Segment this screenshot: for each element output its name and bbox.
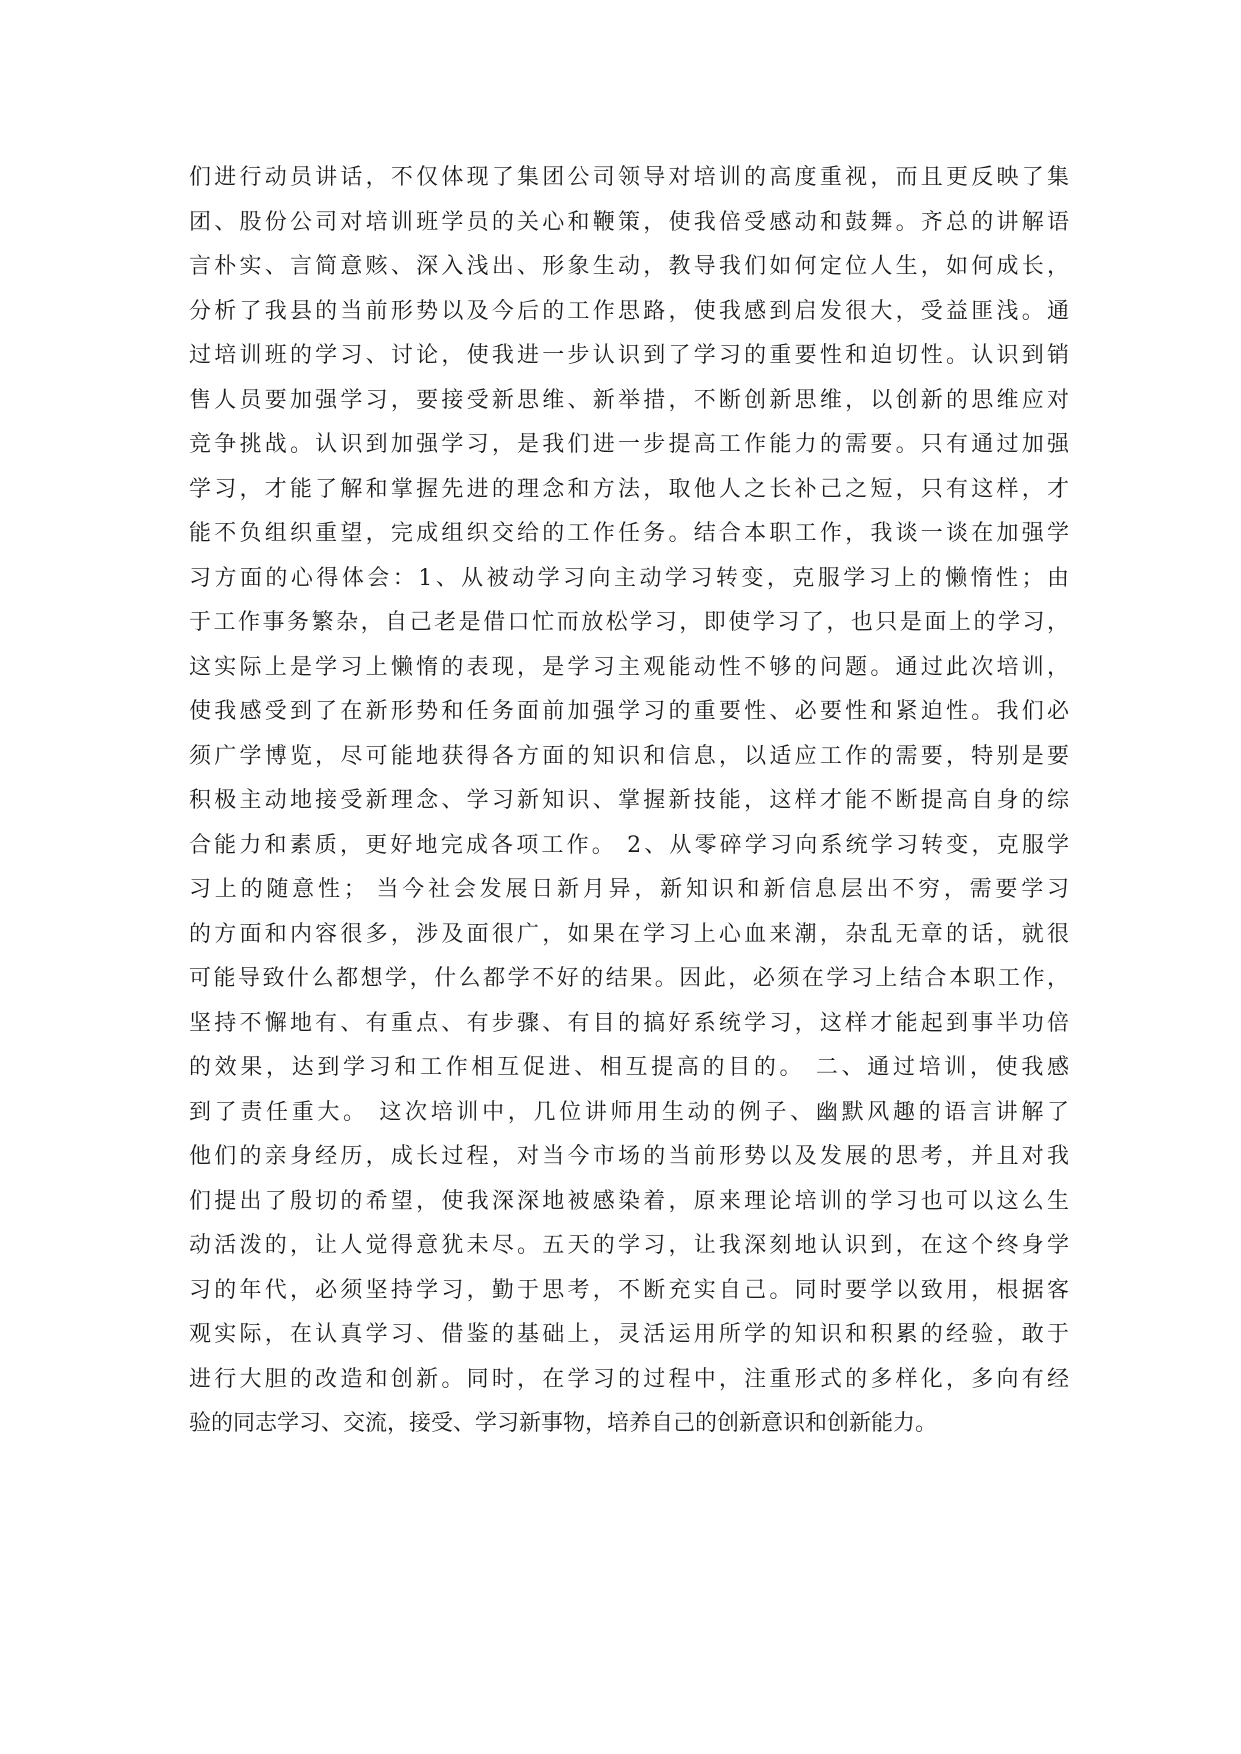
text-line: 学习，才能了解和掌握先进的理念和方法，取他人之长补己之短，只有这样，才 bbox=[189, 476, 1069, 502]
text-line: 习的年代，必须坚持学习，勤于思考，不断充实自己。同时要学以致用，根据客 bbox=[189, 1277, 1069, 1303]
text-line: 验的同志学习、交流，接受、学习新事物，培养自己的创新意识和创新能力。 bbox=[189, 1411, 938, 1436]
text-line: 们进行动员讲话，不仅体现了集团公司领导对培训的高度重视，而且更反映了集 bbox=[189, 165, 1069, 190]
text-line: 团、股份公司对培训班学员的关心和鞭策，使我倍受感动和鼓舞。齐总的讲解语 bbox=[189, 209, 1069, 235]
text-line: 竞争挑战。认识到加强学习，是我们进一步提高工作能力的需要。只有通过加强 bbox=[189, 432, 1069, 457]
text-line: 于工作事务繁杂，自己老是借口忙而放松学习，即使学习了，也只是面上的学习， bbox=[189, 610, 1069, 635]
text-line: 言朴实、言简意赅、深入浅出、形象生动，教导我们如何定位人生，如何成长， bbox=[189, 254, 1069, 279]
text-line: 过培训班的学习、讨论，使我进一步认识到了学习的重要性和迫切性。认识到销 bbox=[189, 343, 1069, 368]
body-text bbox=[189, 156, 1069, 1447]
text-line: 习方面的心得体会：1、从被动学习向主动学习转变，克服学习上的懒惰性；由 bbox=[189, 565, 1069, 591]
text-line: 这实际上是学习上懒惰的表现，是学习主观能动性不够的问题。通过此次培训， bbox=[189, 654, 1069, 680]
text-line: 习上的随意性； 当今社会发展日新月异，新知识和新信息层出不穷，需要学习 bbox=[189, 877, 1069, 902]
text-line: 分析了我县的当前形势以及今后的工作思路，使我感到启发很大，受益匪浅。通 bbox=[189, 298, 1069, 324]
text-line: 积极主动地接受新理念、学习新知识、掌握新技能，这样才能不断提高自身的综 bbox=[189, 788, 1069, 813]
text-line: 能不负组织重望，完成组织交给的工作任务。结合本职工作，我谈一谈在加强学 bbox=[189, 521, 1069, 546]
text-line: 使我感受到了在新形势和任务面前加强学习的重要性、必要性和紧迫性。我们必 bbox=[189, 699, 1069, 724]
text-line: 们提出了殷切的希望，使我深深地被感染着，原来理论培训的学习也可以这么生 bbox=[189, 1188, 1069, 1214]
text-line: 他们的亲身经历，成长过程，对当今市场的当前形势以及发展的思考，并且对我 bbox=[189, 1144, 1069, 1169]
text-line: 到了责任重大。 这次培训中，几位讲师用生动的例子、幽默风趣的语言讲解了 bbox=[189, 1099, 1069, 1125]
text-line: 动活泼的，让人觉得意犹未尽。五天的学习，让我深刻地认识到，在这个终身学 bbox=[189, 1233, 1069, 1258]
text-line: 观实际，在认真学习、借鉴的基础上，灵活运用所学的知识和积累的经验，敢于 bbox=[189, 1322, 1069, 1347]
text-line: 的效果，达到学习和工作相互促进、相互提高的目的。 二、通过培训，使我感 bbox=[189, 1055, 1069, 1080]
text-line: 坚持不懈地有、有重点、有步骤、有目的搞好系统学习，这样才能起到事半功倍 bbox=[189, 1010, 1069, 1036]
text-line: 进行大胆的改造和创新。同时，在学习的过程中，注重形式的多样化，多向有经 bbox=[189, 1366, 1069, 1392]
text-line: 的方面和内容很多，涉及面很广，如果在学习上心血来潮，杂乱无章的话，就很 bbox=[189, 921, 1069, 947]
text-line: 售人员要加强学习，要接受新思维、新举措，不断创新思维，以创新的思维应对 bbox=[189, 387, 1069, 413]
text-line: 合能力和素质，更好地完成各项工作。 2、从零碎学习向系统学习转变，克服学 bbox=[189, 832, 1069, 858]
text-line: 可能导致什么都想学，什么都学不好的结果。因此，必须在学习上结合本职工作， bbox=[189, 966, 1069, 991]
text-line: 须广学博览，尽可能地获得各方面的知识和信息，以适应工作的需要，特别是要 bbox=[189, 743, 1069, 769]
